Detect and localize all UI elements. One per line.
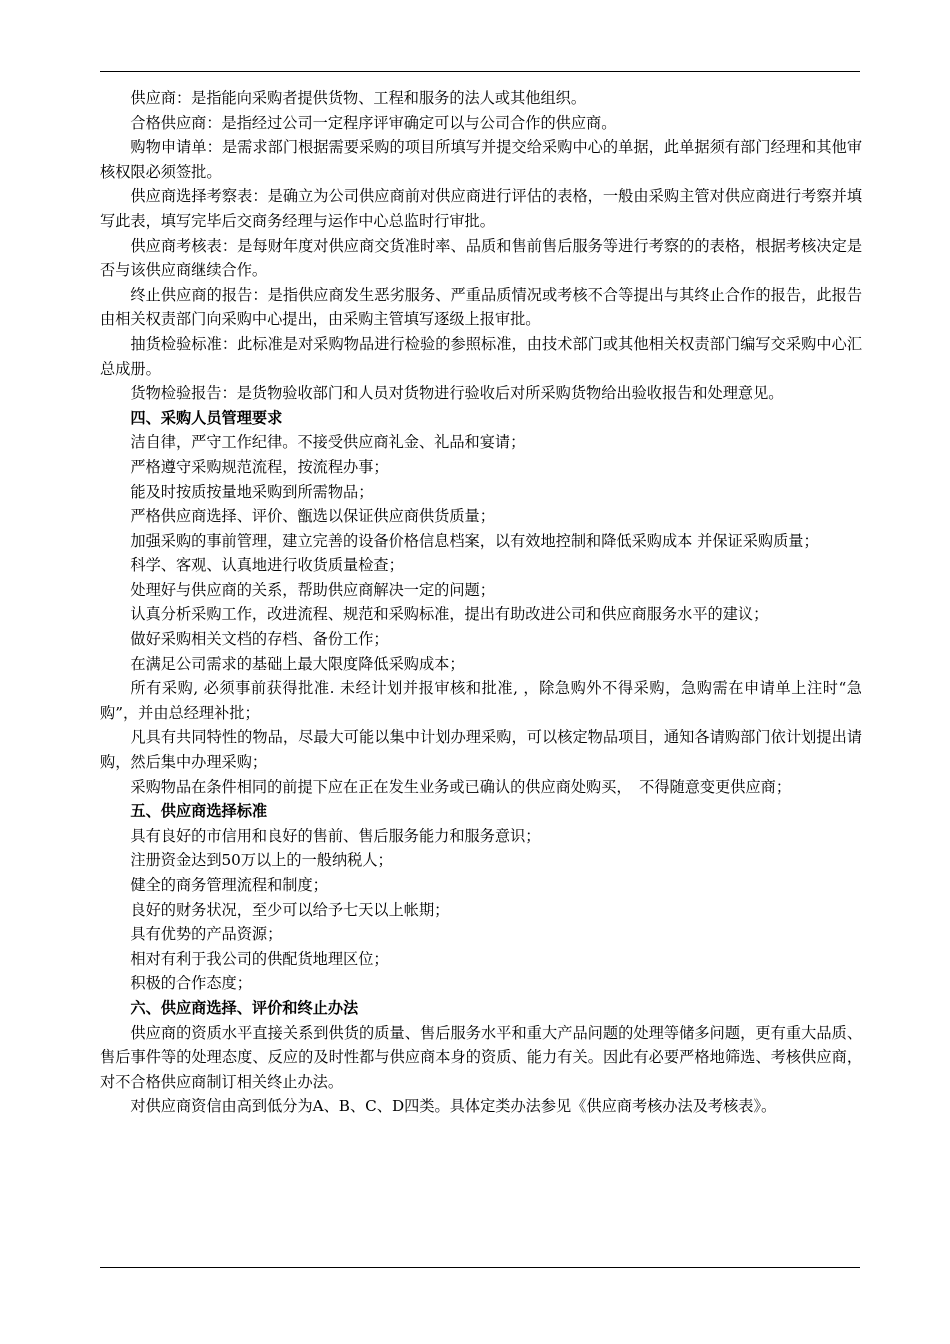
definition-supplier: 供应商：是指能向采购者提供货物、工程和服务的法人或其他组织。: [130, 89, 587, 107]
header-rule: [100, 71, 860, 72]
section4-item: 凡具有共同特性的物品，尽最大可能以集中计划办理采购，可以核定物品项目，通知各请购部门依计划提出请购，然后集中办理采购；: [100, 728, 862, 772]
document-body: [100, 86, 862, 1119]
section5-item: 具有良好的市信用和良好的售前、售后服务能力和服务意识；: [130, 826, 541, 845]
section-heading-4: 四、采购人员管理要求: [130, 408, 283, 427]
section4-item: 严格遵守采购规范流程，按流程办事；: [130, 457, 389, 476]
definition-supplier-selection-form: 供应商选择考察表：是确立为公司供应商前对供应商进行评估的表格，一般由采购主管对供应商进行考察并填写此表，填写完毕后交商务经理与运作中心总监时行审批。: [100, 187, 862, 230]
section5-item: 积极的合作态度；: [130, 974, 252, 993]
section5-item: 注册资金达到50万以上的一般纳税人；: [130, 851, 393, 870]
section6-paragraph: 对供应商资信由高到低分为A、B、C、D四类。具体定类办法参见《供应商考核办法及考核表》。: [130, 1097, 777, 1116]
definition-termination-report: 终止供应商的报告：是指供应商发生恶劣服务、严重品质情况或考核不合等提出与其终止合作的报告，此报告由相关权责部门向采购中心提出，由采购主管填写逐级上报审批。: [100, 285, 862, 329]
section5-item: 相对有利于我公司的供配货地理区位；: [130, 949, 389, 968]
section4-item: 所有采购, 必须事前获得批准. 未经计划并报审核和批准, ，除急购外不得采购，急购需在申请单上注时“急购”，并由总经理补批；: [100, 679, 862, 722]
section4-item: 加强采购的事前管理，建立完善的设备价格信息档案，以有效地控制和降低采购成本 并保证采购质量；: [130, 531, 819, 550]
section4-item: 在满足公司需求的基础上最大限度降低采购成本；: [130, 654, 465, 673]
section-heading-6: 六、供应商选择、评价和终止办法: [130, 998, 359, 1017]
definition-purchase-request: 购物申请单：是需求部门根据需要采购的项目所填写并提交给采购中心的单据，此单据须有部门经理和其他审核权限必须签批。: [100, 138, 862, 181]
footer-rule: [100, 1267, 860, 1268]
section5-item: 健全的商务管理流程和制度；: [130, 876, 328, 894]
section4-item: 做好采购相关文档的存档、备份工作；: [130, 630, 389, 649]
section5-item: 良好的财务状况，至少可以给予七天以上帐期；: [130, 900, 450, 919]
definition-inspection-report: 货物检验报告：是货物验收部门和人员对货物进行验收后对所采购货物给出验收报告和处理意见。: [130, 384, 784, 403]
section-heading-5: 五、供应商选择标准: [130, 802, 268, 821]
definition-sampling-standard: 抽货检验标准：此标准是对采购物品进行检验的参照标准，由技术部门或其他相关权责部门编写交采购中心汇总成册。: [100, 334, 862, 378]
section4-item: 认真分析采购工作，改进流程、规范和采购标准，提出有助改进公司和供应商服务水平的建议；: [130, 605, 769, 624]
section4-item: 采购物品在条件相同的前提下应在正在发生业务或已确认的供应商处购买， 不得随意变更供应商；: [130, 777, 792, 796]
section4-item: 科学、客观、认真地进行收货质量检查；: [130, 556, 404, 575]
section4-item: 洁自律，严守工作纪律。不接受供应商礼金、礼品和宴请；: [130, 433, 526, 452]
definition-qualified-supplier: 合格供应商：是指经过公司一定程序评审确定可以与公司合作的供应商。: [130, 113, 617, 132]
section4-item: 严格供应商选择、评价、甑选以保证供应商供货质量；: [130, 507, 495, 526]
definition-supplier-assessment-form: 供应商考核表：是每财年度对供应商交货准时率、品质和售前售后服务等进行考察的的表格，根据考核决定是否与该供应商继续合作。: [100, 236, 862, 280]
section5-item: 具有优势的产品资源；: [130, 925, 283, 944]
section4-item: 处理好与供应商的关系，帮助供应商解决一定的问题；: [130, 580, 495, 599]
section6-paragraph: 供应商的资质水平直接关系到供货的质量、售后服务水平和重大产品问题的处理等储多问题，更有重大品质、售后事件等的处理态度、反应的及时性都与供应商本身的资质、能力有关。因此有必要严格地筛选、考核供应商，对不合格供应商制订相关终止办法。: [100, 1023, 862, 1091]
section4-item: 能及时按质按量地采购到所需物品；: [130, 482, 374, 501]
